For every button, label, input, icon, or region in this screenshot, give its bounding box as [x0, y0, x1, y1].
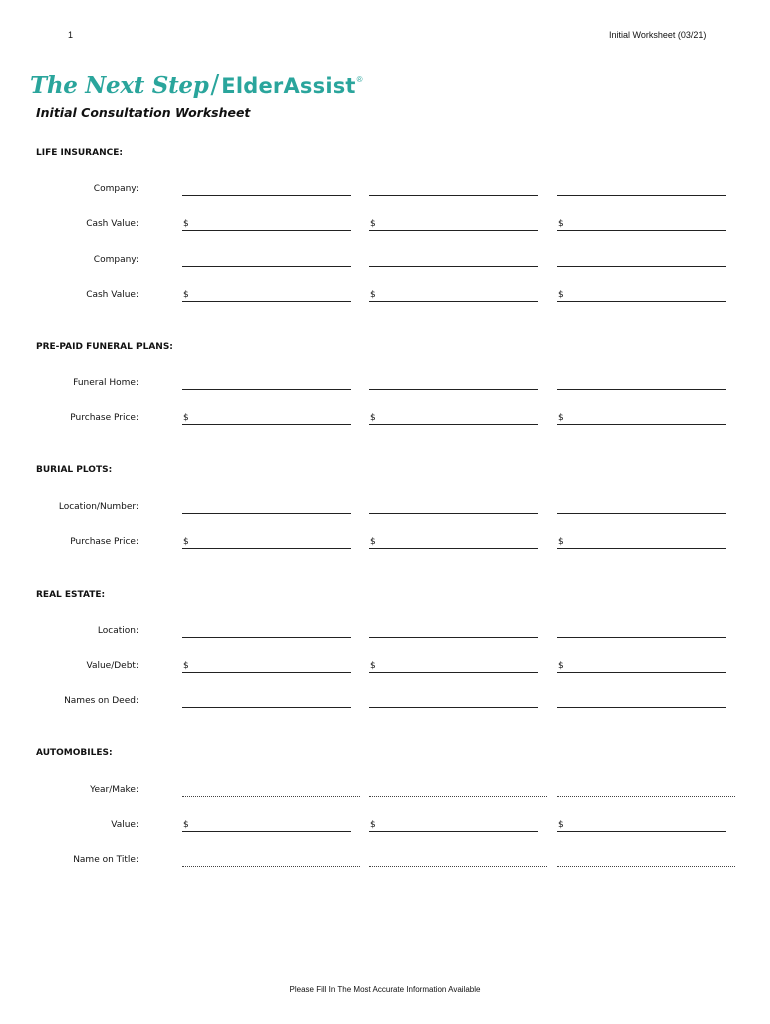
form-row-burial-price	[0, 533, 770, 549]
funeral-home-field-1[interactable]	[182, 375, 351, 390]
field-label: Year/Make:	[90, 785, 139, 795]
field-label: Names on Deed:	[64, 696, 139, 706]
field-label: Purchase Price:	[70, 413, 139, 423]
section-title-funeral-plans: PRE-PAID FUNERAL PLANS:	[36, 342, 173, 352]
field-label: Cash Value:	[86, 219, 139, 229]
form-row-company-2	[0, 251, 770, 267]
names-on-deed-field-1[interactable]	[182, 693, 351, 708]
burial-location-field-3[interactable]	[557, 499, 726, 514]
funeral-home-field-2[interactable]	[369, 375, 538, 390]
page-number: 1	[68, 30, 74, 40]
form-row-names-on-deed	[0, 692, 770, 708]
cash-value-field-4[interactable]	[182, 287, 351, 302]
field-label: Company:	[93, 184, 139, 194]
funeral-price-field-2[interactable]	[369, 410, 538, 425]
auto-value-field-3[interactable]	[557, 817, 726, 832]
real-estate-location-field-3[interactable]	[557, 623, 726, 638]
form-row-real-estate-value	[0, 657, 770, 673]
name-on-title-field-3[interactable]	[557, 852, 735, 867]
dollar-sign: $	[558, 413, 564, 423]
dollar-sign: $	[370, 537, 376, 547]
real-estate-value-field-2[interactable]	[369, 658, 538, 673]
field-label: Purchase Price:	[70, 537, 139, 547]
names-on-deed-field-2[interactable]	[369, 693, 538, 708]
burial-location-field-1[interactable]	[182, 499, 351, 514]
footer-note: Please Fill In The Most Accurate Information Available	[289, 985, 481, 994]
section-title-burial-plots: BURIAL PLOTS:	[36, 465, 113, 475]
burial-price-field-1[interactable]	[182, 534, 351, 549]
form-row-funeral-home	[0, 374, 770, 390]
burial-price-field-3[interactable]	[557, 534, 726, 549]
year-make-field-3[interactable]	[557, 782, 735, 797]
dollar-sign: $	[183, 820, 189, 830]
field-label: Company:	[93, 255, 139, 265]
field-label: Value:	[111, 820, 139, 830]
burial-price-field-2[interactable]	[369, 534, 538, 549]
cash-value-field-5[interactable]	[369, 287, 538, 302]
field-label: Location:	[97, 626, 139, 636]
auto-value-field-1[interactable]	[182, 817, 351, 832]
company-field-2[interactable]	[369, 181, 538, 196]
field-label: Funeral Home:	[73, 378, 139, 388]
document-title: Initial Consultation Worksheet	[36, 105, 251, 120]
logo-script-text: The Next Step	[30, 72, 209, 99]
year-make-field-1[interactable]	[182, 782, 360, 797]
field-label: Name on Title:	[73, 855, 139, 865]
auto-value-field-2[interactable]	[369, 817, 538, 832]
company-field-1[interactable]	[182, 181, 351, 196]
name-on-title-field-2[interactable]	[369, 852, 547, 867]
logo-brand-text: ElderAssist	[221, 74, 356, 98]
form-row-year-make	[0, 781, 770, 797]
names-on-deed-field-3[interactable]	[557, 693, 726, 708]
form-row-real-estate-location	[0, 622, 770, 638]
company-field-6[interactable]	[557, 252, 726, 267]
real-estate-value-field-3[interactable]	[557, 658, 726, 673]
dollar-sign: $	[558, 290, 564, 300]
funeral-home-field-3[interactable]	[557, 375, 726, 390]
form-row-funeral-price	[0, 409, 770, 425]
real-estate-location-field-2[interactable]	[369, 623, 538, 638]
funeral-price-field-3[interactable]	[557, 410, 726, 425]
cash-value-field-2[interactable]	[369, 216, 538, 231]
dollar-sign: $	[370, 219, 376, 229]
form-row-cash-value-1	[0, 215, 770, 231]
dollar-sign: $	[558, 820, 564, 830]
form-row-burial-location	[0, 498, 770, 514]
dollar-sign: $	[183, 661, 189, 671]
dollar-sign: $	[558, 537, 564, 547]
dollar-sign: $	[183, 537, 189, 547]
funeral-price-field-1[interactable]	[182, 410, 351, 425]
name-on-title-field-1[interactable]	[182, 852, 360, 867]
dollar-sign: $	[183, 290, 189, 300]
registered-mark: ®	[356, 75, 363, 84]
cash-value-field-6[interactable]	[557, 287, 726, 302]
cash-value-field-1[interactable]	[182, 216, 351, 231]
dollar-sign: $	[370, 413, 376, 423]
field-label: Location/Number:	[58, 502, 139, 512]
field-label: Value/Debt:	[86, 661, 139, 671]
real-estate-location-field-1[interactable]	[182, 623, 351, 638]
form-row-company-1	[0, 180, 770, 196]
form-row-name-on-title	[0, 851, 770, 867]
document-id: Initial Worksheet (03/21)	[609, 30, 707, 40]
year-make-field-2[interactable]	[369, 782, 547, 797]
dollar-sign: $	[370, 290, 376, 300]
dollar-sign: $	[558, 219, 564, 229]
dollar-sign: $	[370, 661, 376, 671]
section-title-life-insurance: LIFE INSURANCE:	[36, 148, 123, 158]
logo-slash: /	[210, 70, 220, 100]
field-label: Cash Value:	[86, 290, 139, 300]
dollar-sign: $	[183, 413, 189, 423]
company-field-4[interactable]	[182, 252, 351, 267]
company-field-3[interactable]	[557, 181, 726, 196]
section-title-real-estate: REAL ESTATE:	[36, 590, 106, 600]
dollar-sign: $	[558, 661, 564, 671]
company-field-5[interactable]	[369, 252, 538, 267]
dollar-sign: $	[183, 219, 189, 229]
burial-location-field-2[interactable]	[369, 499, 538, 514]
cash-value-field-3[interactable]	[557, 216, 726, 231]
real-estate-value-field-1[interactable]	[182, 658, 351, 673]
form-row-auto-value	[0, 816, 770, 832]
company-logo	[30, 70, 363, 100]
dollar-sign: $	[370, 820, 376, 830]
section-title-automobiles: AUTOMOBILES:	[36, 748, 113, 758]
form-row-cash-value-2	[0, 286, 770, 302]
